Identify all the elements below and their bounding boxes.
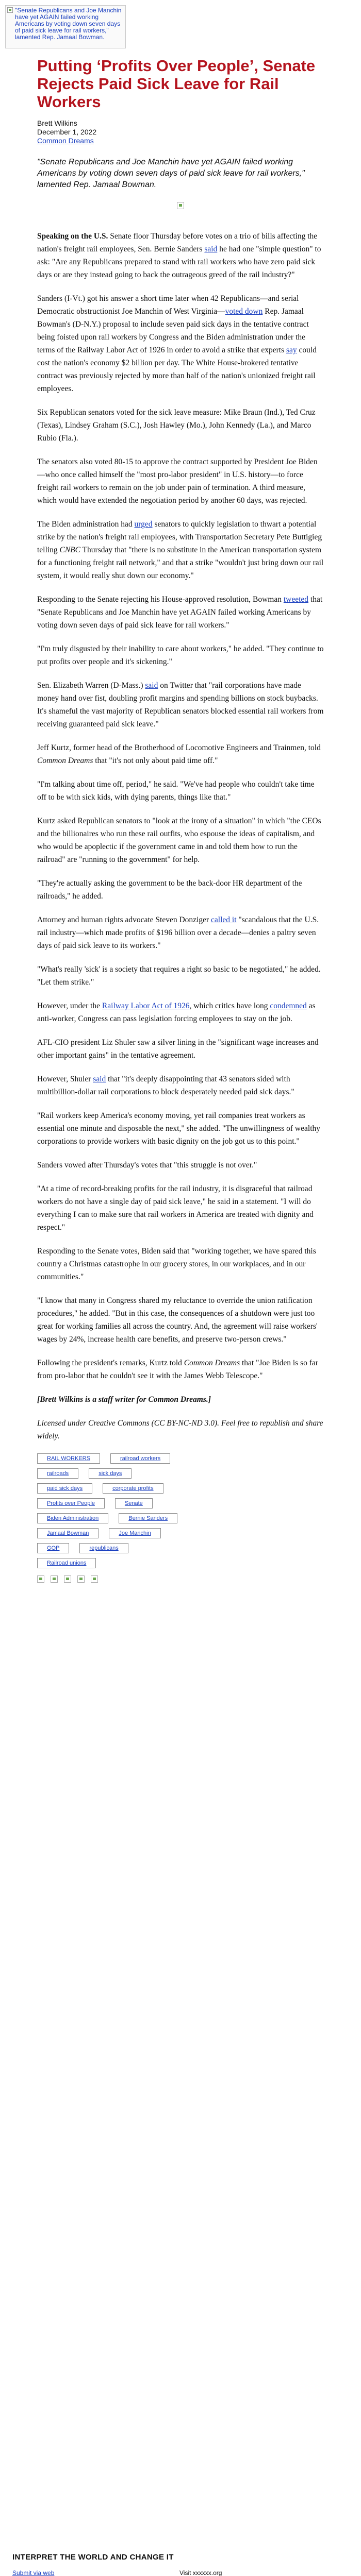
text: that "Joe Biden is so far from pro-labor that he couldn't see it with the James Webb Telescope." [37,1359,318,1380]
footer-right-column [179,2569,222,2576]
paragraph [37,518,324,582]
article-title: Putting ‘Profits Over People’, Senate Rejects Paid Sick Leave for Rail Workers [37,57,316,111]
tag[interactable]: Senate [115,1498,153,1509]
cnbc-text: CNBC [59,546,80,554]
text: Senate floor Thursday before votes on a trio of bills affecting the nation's freight rail employees, Sen. Bernie Sanders [37,232,318,253]
tag[interactable]: Bernie Sanders [119,1513,177,1523]
author-note: [Brett Wilkins is a staff writer for Common Dreams.] [37,1395,211,1404]
byline [37,119,324,145]
text: he had one "simple question" to ask: "Are any Republicans prepared to stand with rail workers who have zero paid sick days or are they instead going to back the outrageous greed of the rail industry?" [37,245,321,279]
share-icon[interactable] [91,1575,98,1583]
say-link[interactable]: say [286,346,297,354]
broken-image-icon [7,7,13,13]
text: Sen. Elizabeth Warren (D-Mass.) [37,681,145,690]
paragraph [37,1357,324,1382]
publish-date: December 1, 2022 [37,128,97,136]
tag[interactable]: paid sick days [37,1483,92,1494]
tag[interactable]: railroads [37,1468,78,1479]
paragraph: Kurtz asked Republican senators to "look at the irony of a situation" in which "the CEOs and the billionaires who run these rail outfits, who espouse the ideas of capitalism, and who would be apoplectic if the government came in and told them how to run the railroad" are "running to the government" for help. [37,817,321,864]
text: Thursday that "there is no substitute in the American transportation system for a functioning freight rail network," and that a strike "wouldn't just bring down our rail system, it would really shut down our economy." [37,546,324,580]
text: Following the president's remarks, Kurtz told [37,1359,184,1367]
text: that "it's not only about paid time off." [93,756,218,765]
share-icon[interactable] [64,1575,71,1583]
said-link[interactable]: said [93,1075,106,1083]
paragraph [37,679,324,731]
article-summary: "Senate Republicans and Joe Manchin have yet AGAIN failed working Americans by voting down seven days of paid sick leave for rail workers," lamented Rep. Jamaal Bowman. [37,158,305,189]
paragraph [37,292,324,395]
tag-row [37,1543,324,1553]
tag[interactable]: corporate profits [103,1483,163,1494]
paragraph: "I'm talking about time off, period," he said. "We've had people who couldn't take time off to be with sick kids, with dying parents, things like that." [37,780,315,802]
urged-link[interactable]: urged [134,520,153,529]
tag[interactable]: railroad workers [110,1453,170,1464]
share-icon[interactable] [51,1575,58,1583]
tag[interactable]: Jamaal Bowman [37,1528,99,1538]
tag-row [37,1498,324,1509]
text: as anti-worker, Congress can pass legislation forcing employees to stay on the job. [37,1002,316,1023]
paragraph: "What's really 'sick' is a society that requires a right so basic to be negotiated," he added. "Let them strike." [37,965,321,987]
tag-list [37,1453,324,1568]
footer-columns [0,2569,361,2576]
text: , which critics have long [189,1002,270,1010]
said-link[interactable]: said [145,681,158,690]
tag[interactable]: Profits over People [37,1498,105,1509]
text: Rep. Jamaal Bowman's (D-N.Y.) proposal to include seven paid sick days in the tentative contract being foisted upon rail workers by Congress and the Biden administration under the terms of the Railway Labor Act of 1926 in order to avoid a strike that experts [37,307,309,354]
paragraph: "I know that many in Congress shared my reluctance to override the union ratification procedures," he added. "But in this case, the consequences of a shutdown were just too great for working families all across the country. And, the agreement will raise workers' wages by 24%, increase health care benefits, and preserve two-person crews." [37,1296,318,1344]
paragraph [37,593,324,632]
text: Responding to the Senate rejecting his House-approved resolution, Bowman [37,595,284,604]
text: senators to quickly legislation to thwart a potential strike by the nation's freight rail employees, with Transportation Secretary Pete Buttigieg telling [37,520,322,554]
paragraph: Six Republican senators voted for the sick leave measure: Mike Braun (Ind.), Ted Cruz (Texas), Lindsey Graham (S.C.), Josh Hawley (Mo.), John Kennedy (La.), and Marco Rubio (Fla.). [37,408,316,443]
common-dreams-text: Common Dreams [184,1359,240,1367]
common-dreams-text: Common Dreams [37,756,93,765]
tag[interactable]: RAIL WORKERS [37,1453,100,1464]
tag[interactable]: Railroad unions [37,1558,96,1568]
lead-text: Speaking on the U.S. [37,232,108,241]
tag[interactable]: sick days [89,1468,132,1479]
paragraph: The senators also voted 80-15 to approve the contract supported by President Joe Biden—who once called himself the "most pro-labor president" in U.S. history—to force freight rail workers to remain on the job under pain of termination. A third measure, which would have extended the negotiation period by another 60 days, was rejected. [37,457,318,505]
share-icon[interactable] [37,1575,44,1583]
text: "scandalous that the U.S. rail industry—which made profits of $196 billion over a decade—denies a paltry seven days of paid sick leave to its workers." [37,916,319,950]
paragraph: AFL-CIO president Liz Shuler saw a silver lining in the "significant wage increases and other important gains" in the tentative agreement. [37,1038,319,1060]
author-name: Brett Wilkins [37,119,77,127]
paragraph: "They're actually asking the government to be the back-door HR department of the railroads," he added. [37,879,302,901]
voted-down-link[interactable]: voted down [225,307,263,316]
text: However, under the [37,1002,102,1010]
share-icon[interactable] [77,1575,85,1583]
paragraph: Sanders vowed after Thursday's votes that "this struggle is not over." [37,1161,257,1170]
tag[interactable]: Biden Administration [37,1513,108,1523]
social-share-icons [37,1575,324,1583]
paragraph [37,1073,324,1098]
broken-image-icon [177,202,184,209]
text: that "Senate Republicans and Joe Manchin have yet AGAIN failed working Americans by voting down seven days of paid sick leave for rail workers." [37,595,323,630]
text: Jeff Kurtz, former head of the Brotherhood of Locomotive Engineers and Trainmen, told [37,743,321,752]
paragraph [37,999,324,1025]
text: could cost the nation's economy $2 billion per day. The White House-brokered tentative contract was previously rejected by more than half of the nation's unionized freight rail employees. [37,346,317,393]
text: However, Shuler [37,1075,93,1083]
submit-web-link[interactable]: Submit via web [12,2569,55,2576]
tweeted-link[interactable]: tweeted [283,595,309,604]
paragraph: "Rail workers keep America's economy moving, yet rail companies treat workers as essential one minute and disposable the next," she added. "The unwillingness of wealthy corporations to provide workers with basic dignity on the job got us to this point." [37,1111,321,1146]
tag-row [37,1453,324,1464]
called-it-link[interactable]: called it [211,916,237,924]
text: Attorney and human rights advocate Steven Donziger [37,916,211,924]
text: The Biden administration had [37,520,135,529]
railway-labor-act-link[interactable]: Railway Labor Act of 1926 [102,1002,190,1010]
tag[interactable]: republicans [79,1543,128,1553]
tag-row [37,1528,324,1538]
footer-left-column [12,2569,167,2576]
article [37,57,324,1583]
condemned-link[interactable]: condemned [270,1002,307,1010]
tag-row [37,1513,324,1523]
text: Sanders (I-Vt.) got his answer a short time later when 42 Republicans—and serial Democratic obstructionist Joe Manchin of West Virginia— [37,294,299,316]
paragraph [37,230,324,281]
tag-row [37,1468,324,1479]
said-link[interactable]: said [204,245,218,253]
tag[interactable]: Joe Manchin [109,1528,160,1538]
paragraph [37,913,324,952]
paragraph [37,741,324,767]
header-image-alt-text: "Senate Republicans and Joe Manchin have yet AGAIN failed working Americans by voting down seven days of paid sick leave for rail workers," lamented Rep. Jamaal Bowman. [15,7,122,41]
paragraph: Responding to the Senate votes, Biden said that "working together, we have spared this country a Christmas catastrophe in our grocery stores, in our workplaces, and in our communities." [37,1247,316,1281]
source-link[interactable]: Common Dreams [37,137,94,145]
text: on Twitter that "rail corporations have made money hand over fist, doubling profit margins and spending billions on stock buybacks. It's shameful the vast majority of Republican senators blocked essential rail workers from receiving guaranteed paid sick leave." [37,681,324,728]
tag-row [37,1558,324,1568]
tag[interactable]: GOP [37,1543,69,1553]
license-note: Licensed under Creative Commons (CC BY-NC-ND 3.0). Feel free to republish and share widely. [37,1419,323,1440]
header-image-placeholder [5,5,126,48]
visit-site-text: Visit xxxxxx.org [179,2569,222,2576]
footer [0,2553,361,2576]
article-body [37,230,324,1443]
paragraph: "At a time of record-breaking profits for the rail industry, it is disgraceful that railroad workers do not have a single day of paid sick leave," he said in a statement. "I will do everything I can to make sure that rail workers in America are treated with dignity and respect." [37,1184,314,1232]
tag-row [37,1483,324,1494]
footer-title: INTERPRET THE WORLD AND CHANGE IT [12,2553,174,2562]
text: that "it's deeply disappointing that 43 senators sided with multibillion-dollar rail corporations to block desperately needed paid sick days." [37,1075,294,1096]
paragraph: "I'm truly disgusted by their inability to care about workers," he added. "They continue to put profits over people and it's sickening." [37,645,324,666]
